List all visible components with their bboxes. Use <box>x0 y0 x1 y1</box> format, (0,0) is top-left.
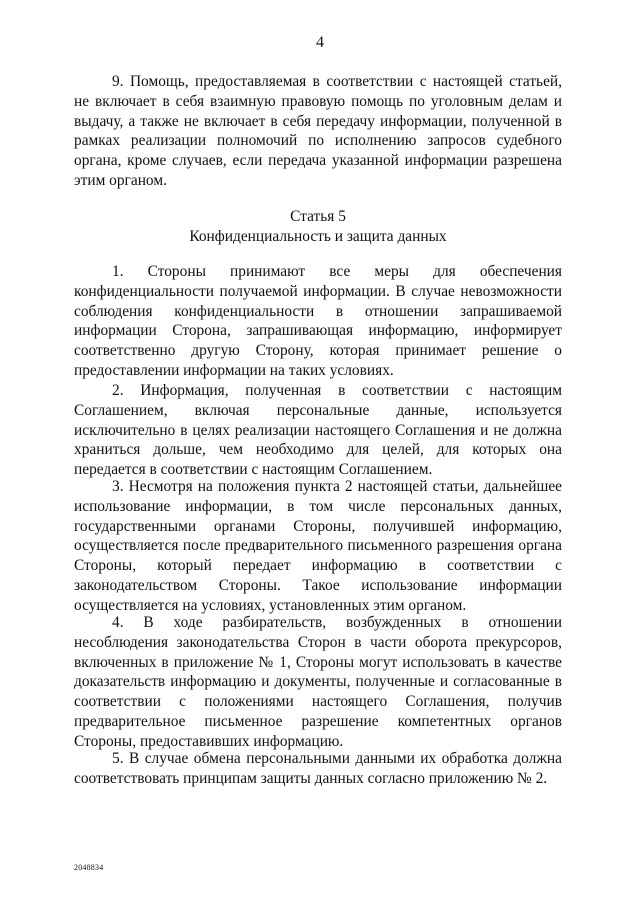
article-paragraph-1: 1. Стороны принимают все меры для обеспечения конфиденциальности получаемой информации. В случае невозможности соблюдения конфиденциальности в отношении запрашиваемой информации Сторона, запрашивающая информацию, информирует соответственно другую Сторону, которая принимает решение о предоставлении информации на таких условиях. <box>74 263 562 379</box>
article-paragraph-5: 5. В случае обмена персональными данными их обработка должна соответствовать принципам защиты данных согласно приложению № 2. <box>74 750 562 787</box>
article-paragraph-3: 3. Несмотря на положения пункта 2 настоящей статьи, дальнейшее использование информации, в том числе персональных данных, государственными органами Стороны, получившей информацию, осуществляется после предварительного письменного разрешения органа Стороны, который передает информацию в соответствии с законодательством Стороны. Такое использование информации осуществляется на условиях, установленных этим органом. <box>74 478 562 614</box>
article-paragraph-4: 4. В ходе разбирательств, возбужденных в отношении несоблюдения законодательства Сторон в части оборота прекурсоров, включенных в приложение № 1, Стороны могут использовать в качестве доказательств информацию и документы, полученные и согласованные в соответствии с положениями настоящего Соглашения, получив предварительное письменное разрешение компетентных органов Стороны, предоставивших информацию. <box>74 614 562 750</box>
paragraph-9: 9. Помощь, предоставляемая в соответствии с настоящей статьей, не включает в себя взаимную правовую помощь по уголовным делам и выдачу, а также не включает в себя передачу информации, полученной в рамках реализации полномочий по исполнению запросов судебного органа, кроме случаев, если передача указанной информации разрешена этим органом. <box>74 73 562 189</box>
article-number: Статья 5 <box>290 208 346 225</box>
page-number: 4 <box>316 34 324 51</box>
article-paragraph-2: 2. Информация, полученная в соответствии с настоящим Соглашением, включая персональные данные, используется исключительно в целях реализации настоящего Соглашения и не должна храниться дольше, чем необходимо для целей, для которых она передается в соответствии с настоящим Соглашением. <box>74 382 562 479</box>
article-title: Конфиденциальность и защита данных <box>189 228 447 245</box>
document-code: 2048834 <box>74 863 104 872</box>
